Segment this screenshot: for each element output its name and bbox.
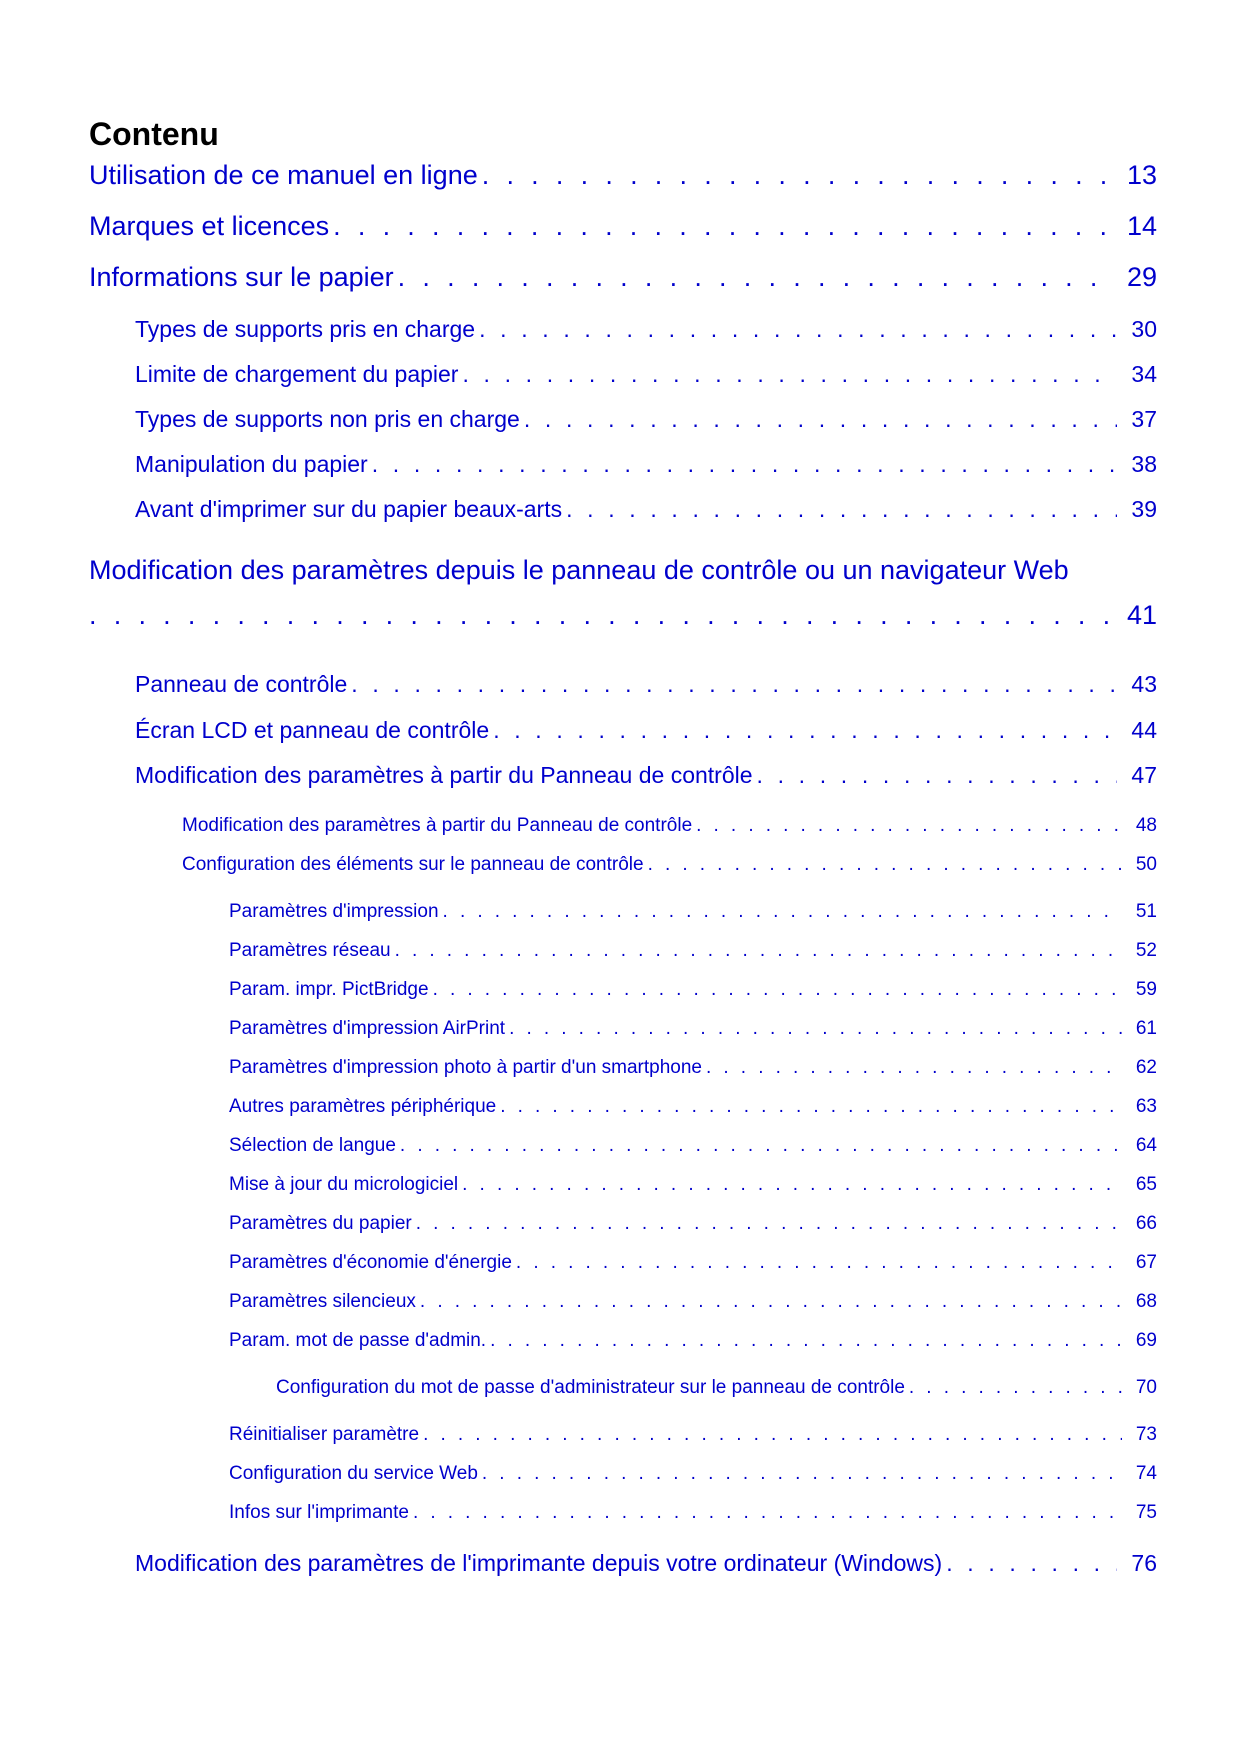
toc-entry-page: 44 (1131, 717, 1157, 743)
toc-entry-title: Infos sur l'imprimante (229, 1502, 409, 1523)
toc-dot-leader (351, 671, 1117, 698)
toc-entry[interactable] (182, 815, 1157, 837)
toc-entry-title: Param. impr. PictBridge (229, 979, 429, 1000)
toc-entry-title: Panneau de contrôle (135, 671, 348, 697)
toc-entry-title: Paramètres d'impression (229, 901, 439, 922)
toc-entry-title: Marques et licences (89, 211, 330, 241)
toc-entry[interactable] (276, 1377, 1157, 1399)
toc-entry[interactable] (89, 160, 1157, 191)
toc-entry[interactable] (135, 496, 1157, 523)
toc-dot-leader (462, 1174, 1122, 1196)
toc-dot-leader (400, 1135, 1122, 1157)
toc-entry-title: Param. mot de passe d'admin. (229, 1330, 487, 1351)
toc-dot-leader (509, 1018, 1122, 1040)
toc-entry-page: 69 (1135, 1330, 1157, 1351)
toc-entry-title: Configuration du service Web (229, 1463, 478, 1484)
toc-entry-page: 76 (1131, 1550, 1157, 1576)
toc-entry-page: 39 (1131, 496, 1157, 522)
toc-entry[interactable] (229, 940, 1157, 962)
toc-entry[interactable] (229, 1135, 1157, 1157)
toc-entry-title: Sélection de langue (229, 1135, 396, 1156)
toc-entry[interactable] (135, 361, 1157, 388)
toc-entry-title: Paramètres d'économie d'énergie (229, 1252, 512, 1273)
toc-entry-page: 50 (1135, 854, 1157, 875)
toc-entry-title: Paramètres du papier (229, 1213, 412, 1234)
toc-entry[interactable] (229, 979, 1157, 1001)
toc-entry-title: Types de supports pris en charge (135, 316, 476, 342)
toc-entry-title: Modification des paramètres depuis le panneau de contrôle ou un navigateur Web (89, 555, 1069, 585)
toc-entry-title: Modification des paramètres à partir du Panneau de contrôle (135, 762, 753, 788)
toc-entry[interactable] (229, 1291, 1157, 1313)
toc-entry-title: Modification des paramètres à partir du Panneau de contrôle (182, 815, 693, 836)
toc-dot-leader (648, 854, 1122, 876)
toc-entry-title: Mise à jour du micrologiciel (229, 1174, 459, 1195)
toc-dot-leader (413, 1502, 1122, 1524)
toc-entry-page: 66 (1135, 1213, 1157, 1234)
toc-entry-title: Paramètres d'impression AirPrint (229, 1018, 506, 1039)
toc-entry-page: 52 (1135, 940, 1157, 961)
toc-dot-leader (500, 1096, 1122, 1118)
toc-dot-leader (946, 1550, 1117, 1577)
toc-entry[interactable] (135, 762, 1157, 789)
toc-entry-page: 59 (1135, 979, 1157, 1000)
toc-entry[interactable] (229, 1424, 1157, 1446)
toc-dot-leader (479, 316, 1117, 343)
toc-dot-leader (443, 901, 1122, 923)
toc-entry-title: Paramètres d'impression photo à partir d'un smartphone (229, 1057, 702, 1078)
toc-entry[interactable] (229, 1330, 1157, 1352)
toc-entry-page: 51 (1135, 901, 1157, 922)
toc-entry[interactable] (135, 406, 1157, 433)
toc-entry-title: Configuration du mot de passe d'administrateur sur le panneau de contrôle (276, 1377, 905, 1398)
toc-entry-page: 41 (1126, 600, 1157, 630)
toc-entry-page: 73 (1135, 1424, 1157, 1445)
toc-entry-title: Réinitialiser paramètre (229, 1424, 420, 1445)
toc-entry-page: 14 (1126, 211, 1157, 241)
toc-entry-page: 74 (1135, 1463, 1157, 1484)
toc-entry[interactable] (135, 717, 1157, 744)
toc-dot-leader (423, 1424, 1122, 1446)
toc-entry[interactable] (229, 901, 1157, 923)
toc-dot-leader (462, 361, 1117, 388)
toc-entry[interactable] (229, 1174, 1157, 1196)
toc-dot-leader (493, 717, 1117, 744)
toc-entry[interactable] (229, 1502, 1157, 1524)
toc-entry-title: Modification des paramètres de l'imprimante depuis votre ordinateur (Windows) (135, 1550, 943, 1576)
toc-entry-title: Limite de chargement du papier (135, 361, 459, 387)
toc-dot-leader (482, 1463, 1122, 1485)
toc-entry[interactable] (182, 854, 1157, 876)
page-title: Contenu (89, 116, 219, 152)
toc-dot-leader (524, 406, 1118, 433)
toc-entry-title: Paramètres réseau (229, 940, 391, 961)
toc-entry[interactable] (229, 1057, 1157, 1079)
toc-dot-leader (420, 1291, 1122, 1313)
toc-dot-leader (909, 1377, 1122, 1399)
toc-entry-page: 38 (1131, 451, 1157, 477)
toc-entry[interactable] (89, 262, 1157, 293)
toc-entry[interactable] (135, 451, 1157, 478)
toc-entry-page: 47 (1131, 762, 1157, 788)
toc-entry-page: 48 (1135, 815, 1157, 836)
toc-entry-page: 29 (1126, 262, 1157, 292)
toc-entry-page: 62 (1135, 1057, 1157, 1078)
toc-entry[interactable] (229, 1018, 1157, 1040)
toc-entry-page: 61 (1135, 1018, 1157, 1039)
toc-dot-leader (516, 1252, 1122, 1274)
toc-entry-page: 34 (1131, 361, 1157, 387)
toc-entry-title: Avant d'imprimer sur du papier beaux-arts (135, 496, 563, 522)
toc-dot-leader (398, 262, 1113, 293)
toc-entry-page: 13 (1126, 160, 1157, 190)
toc-entry-page: 68 (1135, 1291, 1157, 1312)
toc-entry[interactable] (135, 316, 1157, 343)
toc-entry[interactable] (135, 1550, 1157, 1577)
toc-entry-title: Informations sur le papier (89, 262, 394, 292)
toc-entry-page: 64 (1135, 1135, 1157, 1156)
toc-entry[interactable] (89, 211, 1157, 242)
toc-dot-leader (333, 211, 1113, 242)
toc-dot-leader (482, 160, 1113, 191)
toc-dot-leader (706, 1057, 1122, 1079)
toc-dot-leader (395, 940, 1122, 962)
toc-entry-page: 63 (1135, 1096, 1157, 1117)
toc-entry-page: 75 (1135, 1502, 1157, 1523)
toc-entry-page: 67 (1135, 1252, 1157, 1273)
toc-entry-title: Écran LCD et panneau de contrôle (135, 717, 490, 743)
toc-dot-leader (696, 815, 1122, 837)
toc-entry-page: 30 (1131, 316, 1157, 342)
toc-entry-page: 65 (1135, 1174, 1157, 1195)
toc-entry-title: Paramètres silencieux (229, 1291, 416, 1312)
toc-dot-leader (757, 762, 1118, 789)
toc-entry-page: 37 (1131, 406, 1157, 432)
toc-entry-title: Autres paramètres périphérique (229, 1096, 497, 1117)
toc-entry-title: Configuration des éléments sur le panneau de contrôle (182, 854, 644, 875)
toc-dot-leader (89, 600, 1113, 631)
toc-dot-leader (433, 979, 1122, 1001)
toc-dot-leader (566, 496, 1117, 523)
toc-entry[interactable] (229, 1096, 1157, 1118)
toc-dot-leader (372, 451, 1118, 478)
toc-entry[interactable] (229, 1213, 1157, 1235)
toc-dot-leader (490, 1330, 1122, 1352)
toc-entry[interactable] (229, 1252, 1157, 1274)
toc-entry[interactable] (135, 671, 1157, 698)
toc-entry-title: Utilisation de ce manuel en ligne (89, 160, 478, 190)
toc-entry-page: 70 (1135, 1377, 1157, 1398)
toc-dot-leader (416, 1213, 1122, 1235)
toc-entry-title: Types de supports non pris en charge (135, 406, 520, 432)
toc-entry-page: 43 (1131, 671, 1157, 697)
toc-entry[interactable] (229, 1463, 1157, 1485)
toc-entry-title: Manipulation du papier (135, 451, 368, 477)
toc-entry[interactable] (89, 555, 1157, 631)
